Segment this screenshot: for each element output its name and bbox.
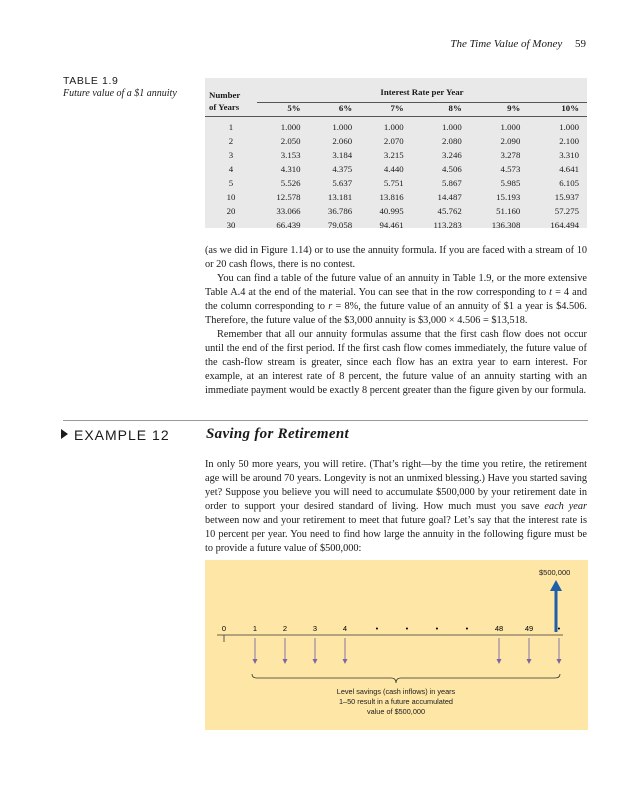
table-label: TABLE 1.9 [63,75,119,87]
future-value-label: $500,000 [539,568,571,577]
value-cell: 3.310 [559,149,579,160]
column-header: 10% [528,102,587,116]
future-value-arrow-head [550,580,562,591]
timeline-label: 49 [524,624,534,633]
value-cell: 2.080 [441,135,462,146]
value-cell: 1.000 [383,121,404,132]
example-title: Saving for Retirement [206,426,349,442]
value-cell: 6.105 [559,177,579,188]
year-cell: 10 [226,191,236,202]
table-row [205,134,587,148]
value-cell: 4.506 [441,163,462,174]
value-cell: 4.573 [500,163,521,174]
page-number: 59 [575,38,586,50]
value-cell: 94.461 [379,219,404,230]
value-cell: 1.000 [332,121,353,132]
value-cell: 164.494 [550,219,579,230]
value-cell: 3.246 [441,149,462,160]
value-cell: 5.637 [332,177,353,188]
year-cell: 4 [228,163,234,174]
value-cell: 3.184 [332,149,353,160]
table-row [205,190,587,204]
table-row [205,204,587,218]
value-cell: 13.181 [327,191,353,202]
timeline-label: • [435,624,439,633]
year-cell: 2 [228,135,234,146]
column-header: 6% [309,102,361,116]
year-cell: 20 [226,205,236,216]
value-cell: 4.440 [383,163,404,174]
timeline-label: • [375,624,379,633]
year-cell: 1 [228,121,234,132]
bracket-brace [252,674,560,683]
timeline-figure [205,560,588,730]
column-header: 9% [470,102,529,116]
value-cell: 1.000 [441,121,462,132]
inflow-arrow-head [253,659,258,664]
timeline-label: 0 [221,624,227,633]
value-cell: 136.308 [491,219,521,230]
inflow-arrow-head [527,659,532,664]
value-cell: 2.100 [559,135,579,146]
timeline-label: 48 [494,624,504,633]
value-cell: 5.985 [500,177,521,188]
paragraph-3: Remember that all our annuity formulas assume that the first cash flow does not occur until the end of the first period. If the first cash flow comes immediately, the future value of the cash-flow stream is greater, since each flow has an extra year to earn interest. For example, at an interest rate of 8 percent, the future value of an annuity starting with an immediate payment would be exactly 8 percent greater than the figure given by our formula. [205,329,587,396]
body-text-upper [205,244,587,398]
value-cell: 15.937 [554,191,579,202]
value-cell: 4.310 [280,163,301,174]
value-cell: 45.762 [437,205,462,216]
timeline-label: 2 [282,624,288,633]
section-divider [63,420,588,421]
value-cell: 40.995 [379,205,404,216]
table-body [205,116,587,232]
paragraph-2: You can find a table of the future value of an annuity in Table 1.9, or the more extensive Table A.4 at the end of the material. You can see that in the row corresponding to t = 4 and the column corresponding to r = 8%, the future value of an annuity of $1 a year is $4.506. Therefore, the future value of the $3,000 annuity is $3,000 × 4.506 = $13,518. [205,273,587,326]
paragraph-1: (as we did in Figure 1.14) or to use the annuity formula. If you are faced with a stream of 10 or 20 cash flows, there is no contest. [205,245,587,270]
chapter-title: The Time Value of Money [450,38,563,50]
value-cell: 12.578 [276,191,301,202]
value-cell: 5.867 [441,177,462,188]
column-header: 5% [257,102,309,116]
value-cell: 79.058 [327,219,353,230]
value-cell: 2.060 [332,135,353,146]
value-cell: 66.439 [276,219,301,230]
value-cell: 14.487 [437,191,462,202]
table-row [205,218,587,232]
annuity-table [205,78,587,228]
year-cell: 5 [228,177,234,188]
timeline-label: 4 [342,624,348,633]
table-row [205,176,587,190]
paragraph-4: In only 50 more years, you will retire. (That’s right—by the time you retire, the retirement age will be around 70 years. Longevity is not an unmixed blessing.) Have you started saving yet? Suppose you believe you will need to accumulate $500,000 by your retirement date in order to support your desired standard of living. How much must you save each year between now and your retirement to meet that future goal? Let’s say that the interest rate is 10 percent per year. You need to find how large the annuity in the following figure must be to provide a future value of $500,000: [205,459,587,554]
value-cell: 3.215 [383,149,404,160]
value-cell: 2.070 [383,135,404,146]
value-cell: 3.153 [280,149,301,160]
timeline-label: 1 [252,624,258,633]
body-text-example [205,458,587,556]
value-cell: 113.283 [433,219,462,230]
table-row [205,116,587,134]
column-header: 8% [412,102,470,116]
value-cell: 33.066 [276,205,301,216]
table-row [205,162,587,176]
value-cell: 15.193 [496,191,521,202]
value-cell: 5.526 [280,177,301,188]
inflow-arrow-head [497,659,502,664]
timeline-label: • [405,624,409,633]
value-cell: 13.816 [379,191,404,202]
example-label: EXAMPLE 12 [61,427,170,443]
triangle-bullet-icon [61,429,68,439]
inflow-arrow-head [283,659,288,664]
table-row [205,148,587,162]
inflow-arrow-head [313,659,318,664]
value-cell: 3.278 [500,149,521,160]
year-cell: 3 [228,149,234,160]
value-cell: 1.000 [280,121,301,132]
value-cell: 2.050 [280,135,301,146]
value-cell: 1.000 [559,121,579,132]
value-cell: 1.000 [500,121,521,132]
year-cell: 30 [226,219,236,230]
figure-caption: Level savings (cash inflows) in years 1–50 result in a future accumulated value of $500,000 [336,687,456,716]
timeline-label: • [465,624,469,633]
value-cell: 36.786 [327,205,353,216]
timeline-label: 3 [312,624,318,633]
interest-rate-header: Interest Rate per Year [257,78,587,102]
value-cell: 5.751 [383,177,404,188]
value-cell: 2.090 [500,135,521,146]
running-head [450,38,586,50]
value-cell: 57.275 [554,205,579,216]
value-cell: 51.160 [496,205,521,216]
inflow-arrow-head [343,659,348,664]
column-header: 7% [360,102,412,116]
row-header-line2: of Years [205,102,257,116]
value-cell: 4.375 [332,163,353,174]
row-header-line1: Number [209,90,241,100]
table-caption: Future value of a $1 annuity [63,88,177,99]
inflow-arrow-head [557,659,562,664]
value-cell: 4.641 [559,163,579,174]
timeline-label: • [557,624,561,633]
